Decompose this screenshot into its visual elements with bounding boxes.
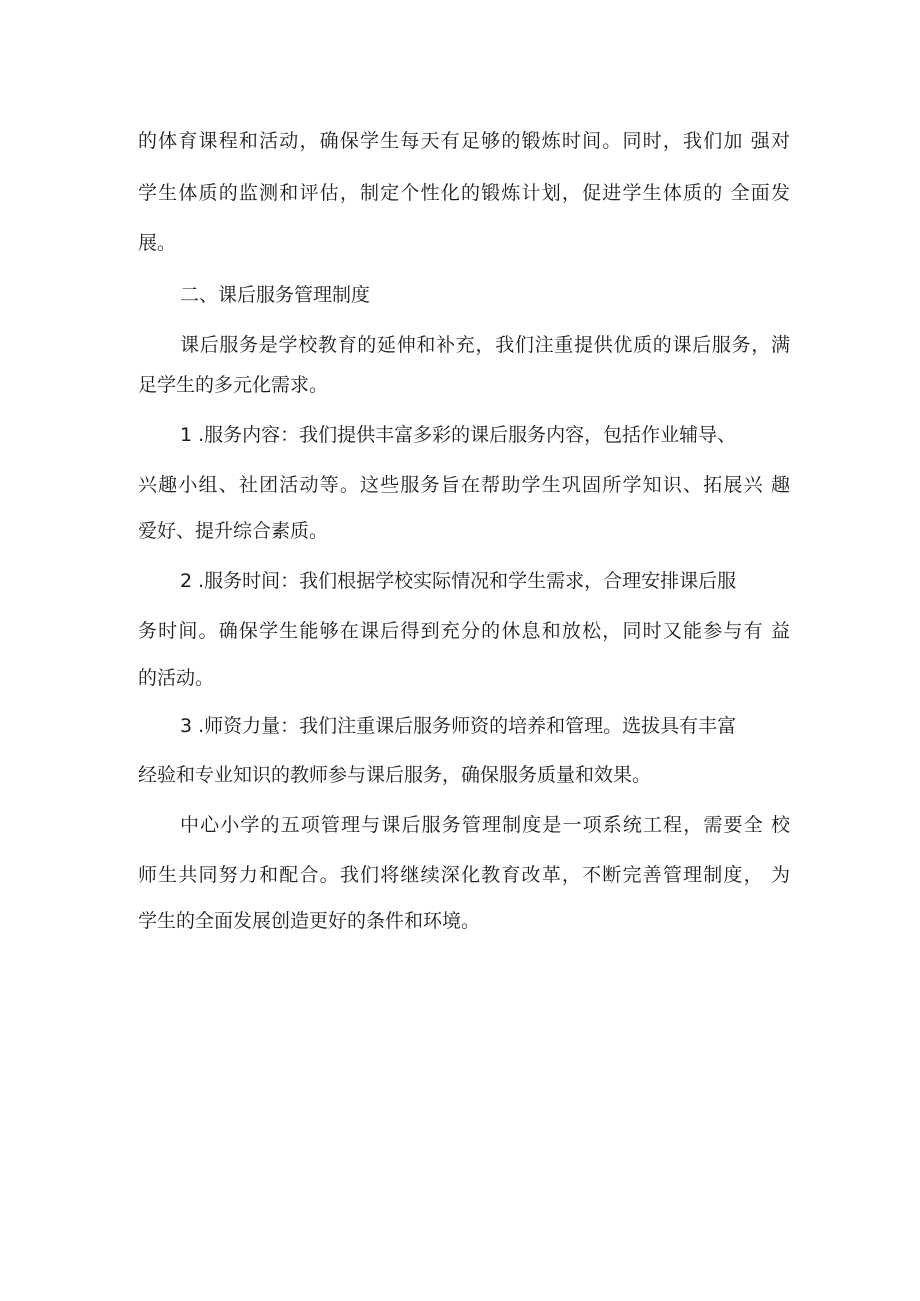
paragraph-line: 课后服务是学校教育的延伸和补充，我们注重提供优质的课后服务，满 (180, 334, 790, 356)
paragraph-line: 爱好、提升综合素质。 (138, 520, 329, 542)
paragraph-line: 中心小学的五项管理与课后服务管理制度是一项系统工程，需要全 校 (180, 814, 790, 836)
paragraph-line: 学生体质的监测和评估，制定个性化的锻炼计划，促进学生体质的 全面发 (138, 182, 790, 204)
paragraph-line: 的体育课程和活动，确保学生每天有足够的锻炼时间。同时，我们加 强对 (138, 130, 790, 152)
paragraph-line: 师生共同努力和配合。我们将继续深化教育改革，不断完善管理制度， 为 (138, 864, 790, 886)
paragraph-line: 足学生的多元化需求。 (138, 374, 329, 396)
list-item-line: 1 .服务内容：我们提供丰富多彩的课后服务内容，包括作业辅导、 (180, 424, 737, 446)
list-item-line: 3 .师资力量：我们注重课后服务师资的培养和管理。选拔具有丰富 (180, 715, 737, 737)
paragraph-line: 的活动。 (138, 667, 215, 689)
paragraph-line: 兴趣小组、社团活动等。这些服务旨在帮助学生巩固所学知识、拓展兴 趣 (138, 474, 790, 496)
paragraph-line: 经验和专业知识的教师参与课后服务，确保服务质量和效果。 (138, 764, 652, 786)
paragraph-line: 展。 (138, 232, 177, 254)
section-heading: 二、课后服务管理制度 (180, 284, 371, 306)
paragraph-line: 务时间。确保学生能够在课后得到充分的休息和放松，同时又能参与有 益 (138, 620, 790, 642)
list-item-line: 2 .服务时间：我们根据学校实际情况和学生需求，合理安排课后服 (180, 570, 737, 592)
paragraph-line: 学生的全面发展创造更好的条件和环境。 (138, 910, 481, 932)
